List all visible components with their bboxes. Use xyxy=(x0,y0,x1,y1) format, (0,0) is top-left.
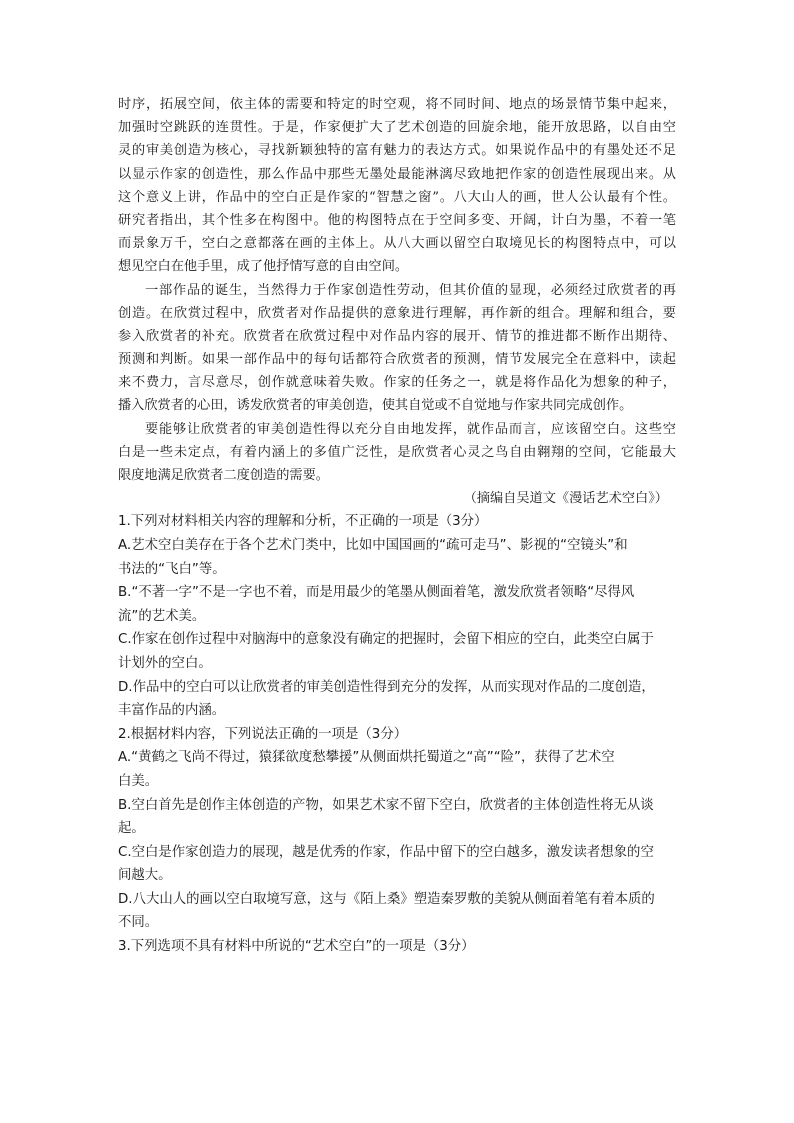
text-line: 以显示作家的创造性，那么作品中那些无墨处最能淋漓尽致地把作家的创造性展现出来。从 xyxy=(118,166,676,182)
text-line: 来不费力，言尽意尽，创作就意味着失败。作家的任务之一，就是将作品化为想象的种子， xyxy=(118,375,676,391)
option-text: A.“黄鹤之飞尚不得过，猿猱欲度愁攀援”从侧面烘托蜀道之“高”“险”，获得了艺术空 xyxy=(118,750,615,766)
text-line: 想见空白在他手里，成了他抒情写意的自由空间。 xyxy=(118,259,409,275)
text-line: 研究者指出，其个性多在构图中。他的构图特点在于空间多变、开阔，计白为墨，不着一笔 xyxy=(118,212,676,228)
option-a[interactable] xyxy=(118,534,676,581)
text-line: 一部作品的诞生，当然得力于作家创造性劳动，但其价值的显现，必须经过欣赏者的再 xyxy=(145,282,676,298)
option-d[interactable] xyxy=(118,676,676,723)
option-text: D.八大山人的画以空白取境写意，这与《陌上桑》塑造秦罗敷的美貌从侧面着笔有着本质的 xyxy=(118,891,655,907)
text-line: 灵的审美创造为核心，寻找新颖独特的富有魅力的表达方式。如果说作品中的有墨处还不足 xyxy=(118,143,676,159)
text-line: 参入欣赏者的补充。欣赏者在欣赏过程中对作品内容的展开、情节的推进都不断作出期待、 xyxy=(118,328,676,344)
option-text: 书法的“飞白”等。 xyxy=(118,561,226,577)
option-b[interactable] xyxy=(118,794,676,841)
question-stem: 1.下列对材料相关内容的理解和分析，不正确的一项是（3分） xyxy=(118,514,488,530)
option-text: 流”的艺术美。 xyxy=(118,608,206,624)
option-text: C.空白是作家创造力的展现，越是优秀的作家，作品中留下的空白越多，激发读者想象的空 xyxy=(118,844,654,860)
text-line: 要能够让欣赏者的审美创造性得以充分自由地发挥，就作品而言，应该留空白。这些空 xyxy=(145,421,676,437)
option-text: 间越大。 xyxy=(118,868,172,884)
option-d[interactable] xyxy=(118,888,676,935)
question-2 xyxy=(118,723,676,935)
text-line: 这个意义上讲，作品中的空白正是作家的“智慧之窗”。八大山人的画，世人公认最有个性。 xyxy=(118,189,676,205)
option-text: D.作品中的空白可以让欣赏者的审美创造性得到充分的发挥，从而实现对作品的二度创造， xyxy=(118,679,655,695)
text-line: 时序，拓展空间，依主体的需要和特定的时空观，将不同时间、地点的场景情节集中起来， xyxy=(118,97,676,112)
document-page xyxy=(118,93,676,959)
source-citation: （摘编自吴道文《漫话艺术空白》） xyxy=(463,491,668,507)
text-line: 创造。在欣赏过程中，欣赏者对作品提供的意象进行理解，再作新的组合。理解和组合，要 xyxy=(118,305,676,321)
passage-paragraph-2 xyxy=(118,279,676,418)
text-line: 播入欣赏者的心田，诱发欣赏者的审美创造，使其自觉或不自觉地与作家共同完成创作。 xyxy=(118,398,633,414)
question-3 xyxy=(118,935,676,959)
option-text: 起。 xyxy=(118,821,145,837)
option-text: 计划外的空白。 xyxy=(118,655,212,671)
question-stem: 2.根据材料内容，下列说法正确的一项是（3分） xyxy=(118,726,408,742)
option-b[interactable] xyxy=(118,581,676,628)
option-text: 丰富作品的内涵。 xyxy=(118,703,226,719)
option-text: 白美。 xyxy=(118,773,159,789)
text-line: 白是一些未定点，有着内涵上的多值广泛性，是欣赏者心灵之鸟自由翱翔的空间，它能最大 xyxy=(118,444,676,460)
option-text: 不同。 xyxy=(118,915,159,931)
question-1 xyxy=(118,510,676,722)
option-c[interactable] xyxy=(118,841,676,888)
option-c[interactable] xyxy=(118,628,676,675)
option-text: A.艺术空白美存在于各个艺术门类中，比如中国国画的“疏可走马”、影视的“空镜头”和 xyxy=(118,537,628,553)
option-text: B.空白首先是创作主体创造的产物，如果艺术家不留下空白，欣赏者的主体创造性将无从谈 xyxy=(118,797,654,813)
text-line: 预测和判断。如果一部作品中的每句话都符合欣赏者的预测，情节发展完全在意料中，读起 xyxy=(118,352,676,368)
option-text: C.作家在创作过程中对脑海中的意象没有确定的把握时，会留下相应的空白，此类空白属于 xyxy=(118,632,654,648)
text-line: 而景象万千，空白之意都落在画的主体上。从八大画以留空白取境见长的构图特点中，可以 xyxy=(118,236,676,252)
option-a[interactable] xyxy=(118,746,676,793)
passage-paragraph-1 xyxy=(118,93,676,279)
question-stem: 3.下列选项不具有材料中所说的“艺术空白”的一项是（3分） xyxy=(118,939,475,955)
passage-paragraph-3 xyxy=(118,418,676,488)
option-text: B.“不著一字”不是一字也不着，而是用最少的笔墨从侧面着笔，激发欣赏者领略“尽得风 xyxy=(118,585,635,601)
text-line: 加强时空跳跃的连贯性。于是，作家便扩大了艺术创造的回旋余地，能开放思路，以自由空 xyxy=(118,120,676,136)
text-line: 限度地满足欣赏者二度创造的需要。 xyxy=(118,468,329,483)
